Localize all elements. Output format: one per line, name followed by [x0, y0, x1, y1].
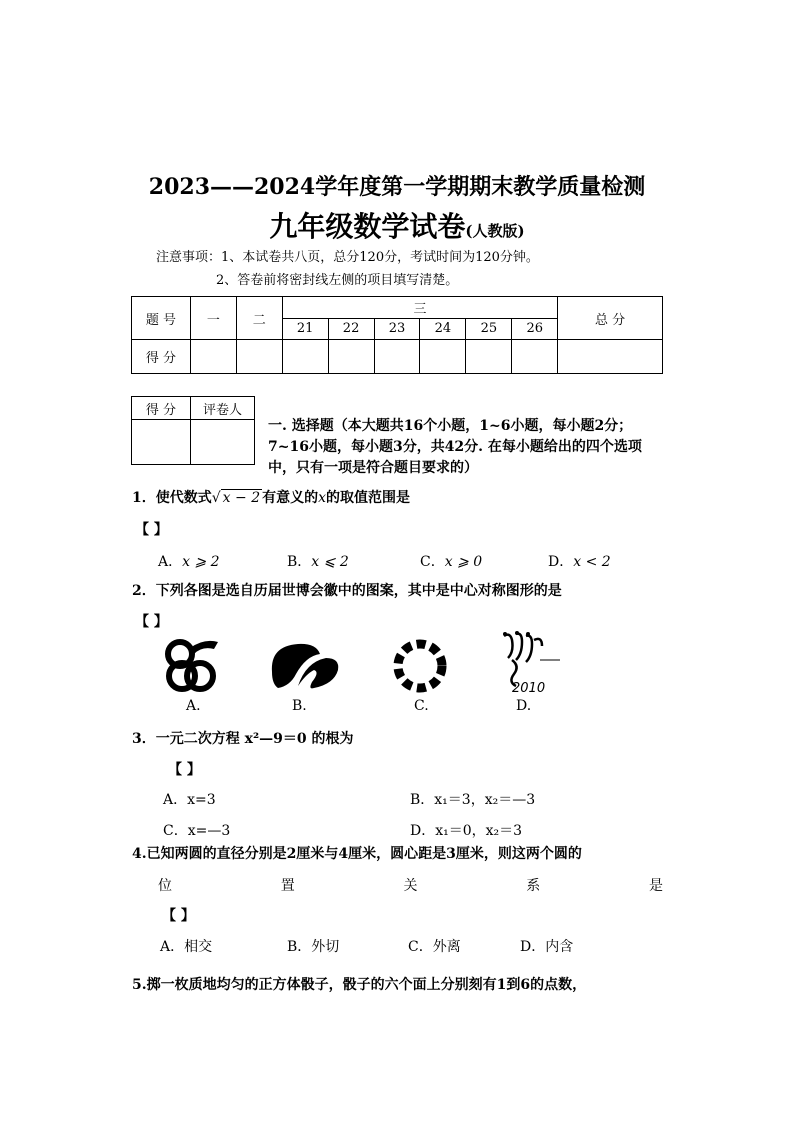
score-cell-total[interactable]: [558, 340, 663, 374]
header-tihao: 题 号: [132, 297, 191, 340]
notes-item-2: 2、答卷前将密封线左侧的项目填写清楚。: [216, 273, 459, 288]
q1-option-b[interactable]: [287, 551, 349, 571]
header-sub-25: 25: [466, 318, 512, 340]
q3-option-d[interactable]: D．x₁＝0，x₂＝3: [410, 823, 523, 839]
grader-score-cell[interactable]: [132, 420, 191, 465]
score-cell-26[interactable]: [512, 340, 558, 374]
q3-option-c[interactable]: C．x=—3: [163, 823, 231, 839]
q4-spread-5: 是: [649, 878, 663, 894]
exam-subtitle: [0, 205, 794, 245]
grader-box: [131, 396, 255, 465]
q3-bracket: 【 】: [168, 762, 201, 778]
q2-label-b: B.: [292, 698, 307, 714]
header-sub-24: 24: [420, 318, 466, 340]
question-3: 3．一元二次方程 x²—9＝0 的根为: [132, 731, 354, 747]
q1-radicand: x − 2: [222, 490, 261, 506]
q4-option-a[interactable]: A．相交: [160, 939, 213, 955]
subtitle-text: 九年级数学试卷: [269, 210, 466, 243]
grader-name-cell[interactable]: [191, 420, 255, 465]
exam-title: 2023——2024学年度第一学期期末教学质量检测: [148, 174, 646, 200]
q4-spread-4: 系: [526, 878, 541, 894]
notes-item-1: 1、本试卷共八页，总分120分，考试时间为120分钟。: [221, 250, 539, 265]
q4-option-d[interactable]: D．内含: [520, 939, 574, 955]
q4-spread-2: 置: [280, 878, 295, 894]
q3-option-a[interactable]: A．x=3: [163, 792, 216, 808]
q1-c-math: x ⩾ 0: [444, 554, 483, 570]
q1-radical: √ x − 2: [211, 490, 261, 506]
q1-pre: 1．使代数式: [132, 490, 212, 506]
notes-label: 注意事项：: [156, 250, 222, 265]
header-sub-21: 21: [282, 318, 328, 340]
q1-a-math: x ⩾ 2: [182, 554, 220, 570]
row-defen-label: 得 分: [132, 340, 191, 374]
question-4: 4.已知两圆的直径分别是2厘米与4厘米，圆心距是3厘米，则这两个圆的: [132, 846, 582, 862]
grader-defen: 得 分: [132, 397, 191, 420]
q2-bracket: 【 】: [135, 614, 168, 630]
q4-spread-1: 位: [158, 878, 172, 894]
notes-line-1: [156, 246, 539, 265]
q1-d-label: D．: [548, 554, 574, 570]
q4-spread-line: [158, 875, 663, 895]
q4-bracket: 【 】: [162, 908, 195, 924]
q1-option-c[interactable]: [420, 551, 482, 571]
score-cell-21[interactable]: [282, 340, 328, 374]
q1-post2: 的取值范围是: [326, 490, 411, 506]
score-table: [131, 296, 663, 374]
header-total: 总 分: [558, 297, 663, 340]
score-cell-24[interactable]: [420, 340, 466, 374]
q1-var: x: [318, 490, 327, 506]
header-san: 三: [282, 297, 558, 319]
expo-logo-b-icon[interactable]: [268, 640, 342, 692]
expo-logo-a-icon[interactable]: [160, 636, 222, 692]
header-sub-23: 23: [374, 318, 420, 340]
question-5: 5.掷一枚质地均匀的正方体骰子，骰子的六个面上分别刻有1到6的点数，: [132, 977, 587, 993]
q2-label-d: D.: [516, 698, 532, 714]
q2-label-a: A.: [186, 698, 201, 714]
q1-d-math: x < 2: [573, 554, 611, 570]
q1-option-a[interactable]: [158, 551, 220, 571]
q4-option-b[interactable]: B．外切: [287, 939, 340, 955]
expo-logo-c-icon[interactable]: [392, 638, 448, 694]
q1-post: 有意义的: [262, 490, 319, 506]
header-yi: 一: [190, 297, 236, 340]
section-1-instructions: 一. 选择题（本大题共16个小题，1~6小题，每小题2分；7~16小题，每小题3分，共42分. 在每小题给出的四个选项中，只有一项是符合题目要求的）: [268, 418, 642, 476]
score-cell-25[interactable]: [466, 340, 512, 374]
header-er: 二: [236, 297, 282, 340]
q4-spread-3: 关: [403, 878, 418, 894]
header-sub-26: 26: [512, 318, 558, 340]
score-cell-er[interactable]: [236, 340, 282, 374]
question-1: [132, 487, 410, 507]
q3-option-b[interactable]: B．x₁＝3，x₂＝—3: [410, 792, 536, 808]
q1-c-label: C．: [420, 554, 445, 570]
q1-option-d[interactable]: [548, 551, 611, 571]
q1-bracket: 【 】: [135, 522, 168, 538]
expo-logo-d-icon[interactable]: [500, 630, 562, 694]
edition-label: (人教版): [465, 222, 525, 240]
q1-b-math: x ⩽ 2: [311, 554, 349, 570]
grader-pingjuan: 评卷人: [191, 397, 255, 420]
question-2: 2．下列各图是选自历届世博会徽中的图案，其中是中心对称图形的是: [132, 583, 562, 599]
header-sub-22: 22: [328, 318, 374, 340]
q4-option-c[interactable]: C．外离: [408, 939, 461, 955]
logo-d-text: 2010: [512, 681, 546, 694]
q1-b-label: B．: [287, 554, 312, 570]
score-cell-22[interactable]: [328, 340, 374, 374]
q2-label-c: C.: [414, 698, 429, 714]
score-cell-yi[interactable]: [190, 340, 236, 374]
score-cell-23[interactable]: [374, 340, 420, 374]
q1-a-label: A．: [158, 554, 183, 570]
